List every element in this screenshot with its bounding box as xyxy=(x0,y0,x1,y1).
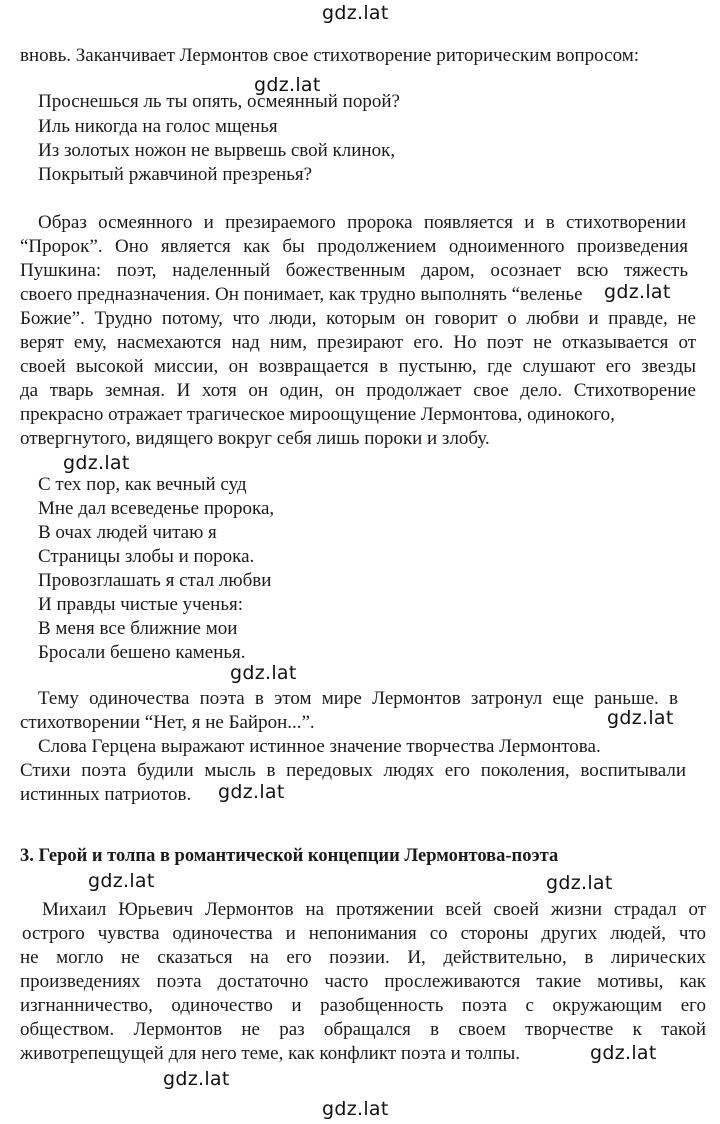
watermark: gdz.lat xyxy=(254,74,321,96)
verse-line: Проснешься ль ты опять, осмеянный порой? xyxy=(38,91,400,112)
paragraph-line: животрепещущей для него теме, как конфликт поэта и толпы. xyxy=(20,1043,521,1064)
paragraph-line: Божие”. Трудно потому, что люди, которым он говорит о любви и правде, не xyxy=(20,308,696,329)
intro-line: вновь. Заканчивает Лермонтов свое стихотворение риторическим вопросом: xyxy=(20,45,640,66)
paragraph-line: изгнанничество, одиночество и разобщенность поэта с окружающим его xyxy=(20,995,706,1016)
verse-line: Провозглашать я стал любви xyxy=(38,570,272,591)
paragraph-line: истинных патриотов. xyxy=(20,784,192,805)
paragraph-line: своего предназначения. Он понимает, как трудно выполнять “веленье xyxy=(20,284,583,305)
section-heading: 3. Герой и толпа в романтической концепции Лермонтова-поэта xyxy=(20,846,559,866)
paragraph-line: обществом. Лермонтов не раз обращался в своем творчестве к такой xyxy=(20,1019,706,1040)
paragraph-line: отвергнутого, видящего вокруг себя лишь пороки и злобу. xyxy=(20,428,490,449)
watermark: gdz.lat xyxy=(546,872,613,894)
watermark: gdz.lat xyxy=(604,281,671,303)
verse-line: В меня все ближние мои xyxy=(38,618,238,639)
watermark: gdz.lat xyxy=(218,781,285,803)
paragraph-line: “Пророк”. Оно является как бы продолжением одноименного произведения xyxy=(20,236,688,257)
paragraph-line: Слова Герцена выражают истинное значение творчества Лермонтова. xyxy=(38,736,601,757)
paragraph-line: не могло не сказаться на его поэзии. И, действительно, в лирических xyxy=(20,947,706,968)
watermark: gdz.lat xyxy=(230,662,297,684)
verse-line: С тех пор, как вечный суд xyxy=(38,474,247,495)
verse-line: Страницы злобы и порока. xyxy=(38,546,255,567)
verse-line: И правды чистые ученья: xyxy=(38,594,244,615)
verse-line: В очах людей читаю я xyxy=(38,522,217,543)
paragraph-line: Михаил Юрьевич Лермонтов на протяжении всей своей жизни страдал от xyxy=(42,899,706,920)
paragraph-line: прекрасно отражает трагическое мироощущение Лермонтова, одинокого, xyxy=(20,404,615,425)
verse-line: Иль никогда на голос мщенья xyxy=(38,116,278,137)
paragraph-line: Образ осмеянного и презираемого пророка появляется и в стихотворении xyxy=(38,212,686,233)
paragraph-line: произведениях поэта достаточно часто прослеживаются такие мотивы, как xyxy=(20,971,706,992)
paragraph-line: Тему одиночества поэта в этом мире Лермонтов затронул еще раньше. в xyxy=(38,688,678,709)
watermark: gdz.lat xyxy=(163,1068,230,1090)
paragraph-line: острого чувства одиночества и непонимания со стороны других людей, что xyxy=(22,923,706,944)
watermark: gdz.lat xyxy=(322,1098,389,1120)
paragraph-line: верят ему, насмехаются над ним, презирают его. Но поэт не отказывается от xyxy=(20,332,696,353)
watermark: gdz.lat xyxy=(63,452,130,474)
watermark: gdz.lat xyxy=(590,1042,657,1064)
watermark: gdz.lat xyxy=(607,707,674,729)
paragraph-line: стихотворении “Нет, я не Байрон...”. xyxy=(20,712,315,733)
verse-line: Мне дал всеведенье пророка, xyxy=(38,498,275,519)
verse-line: Покрытый ржавчиной презренья? xyxy=(38,164,313,185)
verse-line: Бросали бешено каменья. xyxy=(38,642,246,663)
paragraph-line: Стихи поэта будили мысль в передовых людях его поколения, воспитывали xyxy=(20,760,686,781)
watermark: gdz.lat xyxy=(88,870,155,892)
watermark: gdz.lat xyxy=(322,2,389,24)
paragraph-line: да тварь земная. И хотя он один, он продолжает свое дело. Стихотворение xyxy=(20,380,696,401)
paragraph-line: своей высокой миссии, он возвращается в пустыню, где слушают его звезды xyxy=(20,356,696,377)
verse-line: Из золотых ножон не вырвешь свой клинок, xyxy=(38,140,396,161)
paragraph-line: Пушкина: поэт, наделенный божественным даром, осознает всю тяжесть xyxy=(20,260,688,281)
